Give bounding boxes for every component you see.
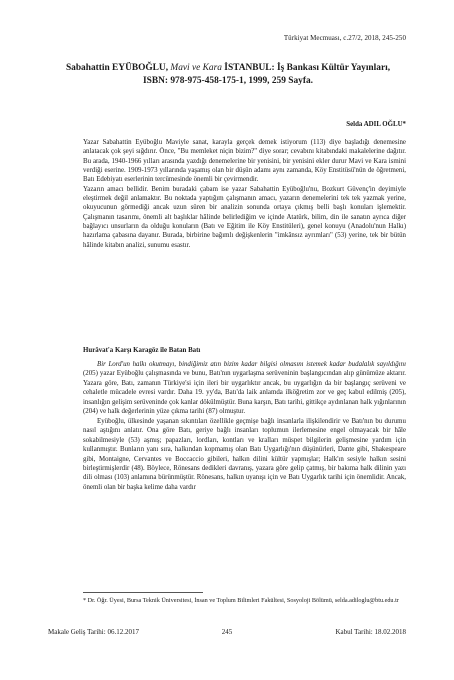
body-paragraph-1 — [83, 360, 406, 417]
page-number: 245 — [221, 628, 233, 636]
received-date: Makale Geliş Tarihi: 06.12.2017 — [48, 628, 139, 636]
title-author-name: Sabahattin EYÜBOĞLU, — [65, 63, 169, 73]
title-publication-info: İSTANBUL: İş Bankası Kültür Yayınları, ISBN: 978-975-458-175-1, 1999, 259 Sayfa. — [142, 63, 391, 86]
intro-paragraph-2: Yazarın amacı bellidir. Benim buradaki çabam ise yazar Sabahattin Eyüboğlu'nu, Bozkurt Güvenç'in deyimiyle eleştirmek değil anlamaktır. Bu noktada yaptığım çalışmanın amacı, yazarın denemelerini tek tek yazmak yerine, okuyucunun görmediği ancak uzun süren bir analizin sonunda ortaya çıkmış belli başlı konuları işlemektir. Çalışmanın tasarımı, önemli alt başlıklar hâlinde belirlediğim ve içinde Atatürk, bilim, din ile sanatın ayrıca diğer bağlayıcı unsurların da olduğu konuların (Batı ve Eğitim ile Köy Enstitüleri), genel konuyu (Anadolu'nun Halkı) hazırlama çabasına dayanır. Burada, birbirine bağımlı değişkenlerin "imkânsız ayrımları" (53) yerine, tek bir bütün hâlinde kitabın analizi, sunumu esastır. — [83, 185, 406, 249]
section-heading: Hurâvat'a Karşı Karagöz ile Batan Batı — [83, 347, 201, 354]
journal-header: Türkiyat Mecmuası, c.27/2, 2018, 245-250 — [283, 34, 406, 42]
accepted-date: Kabul Tarihi: 18.02.2018 — [335, 628, 406, 636]
title-book-name: Mavi ve Kara — [170, 63, 222, 73]
intro-paragraph-1: Yazar Sabahattin Eyüboğlu Maviyle sanat, karayla gerçek demek istiyorum (113) diye başladığı denemesine anlatacak çok şeyi sığdırır. Önce, "Bu memleket niçin bizim?" diye sorar; cevabını kitabındaki makalelerine dağıtır. Bu arada, 1940-1966 yılları arasında yazdığı denemelerine bir yenisini, bir yenisini ekler durur Mavi ve Kara ismini verdiği eserine. 1909-1973 yıllarında yaşamış olan bir düşün adamı aynı zamanda, Köy Enstitüsü'nün de öğretmeni, Batı Edebiyatı eserlerinin tercümesinde önemli bir çevirmendir. — [83, 139, 406, 184]
review-title — [60, 62, 396, 88]
footnote-divider — [83, 592, 203, 593]
body-quote: Bir Lord'un halkı okutmayı, bindiğimiz atın bizim kadar bilgisi olmasını istemek kadar budalalık sayıldığını — [97, 361, 406, 368]
introduction-section — [83, 138, 406, 250]
footnote: * Dr. Öğr. Üyesi, Bursa Teknik Üniversitesi, İnsan ve Toplum Bilimleri Fakültesi, Sosyoloji Bölümü, selda.adiloglu@btu.edu.tr — [83, 597, 399, 604]
reviewer-name: Selda ADIL OĞLU* — [346, 121, 406, 128]
body-section — [83, 360, 406, 492]
body-paragraph-1-text: (205) yazar Eyüboğlu çalışmasında ve bunu, Batı'nın uygarlaşma serüveninin başlangıcından alıp günümüze aktarır. Yazara göre, Batı, zamanın Türkiye'si için ileri bir uygarlıktır ancak, bu uygarlığın da bir başlangıç serüveni ve cehaletle mücadele evresi vardır. Daha 19. yy'da, Batı'da laik anlamda ilköğretim zor ve geç kabul edilmiş (205), insanlığın gelişim serüveninde çok kanlar dökülmüştür. Buna karşın, Batı tarihi, gittikçe aydınlanan halk yığınlarının (204) ve halk değerlerinin yüze çıkma tarihi (87) olmuştur. — [83, 370, 406, 416]
body-paragraph-2: Eyüboğlu, ülkesinde yaşanan sıkıntıları özellikle geçmişe bağlı insanlarla ilişkilendirir ve Batı'nın bu durumu nasıl aştığını anlatır. Ona göre Batı, geriye bağlı insanları toplumun ilerlemesine engel olmayacak bir hâle sokabilmesiyle (53) aşmış; papazları, lordları, kontları ve kralları müspet bilgilerin gelişmesine yardım için kullanmıştır. Bunların yanı sıra, halkından kopmamış olan Batı Uygarlığı'nın düşünürleri, Dante gibi, Shakespeare gibi, Montaigne, Cervantes ve Boccaccio gibileri, halkın dilini kültür yapmışlar; Halk'ın sesiyle halkın sesini birleştirmişlerdir (48). Böylece, Rönesans dedikleri davranış, yazara göre gelip çatmış, bir bakıma halk dilinin yazı dili olması (103) anlamına bürünmüştür. Rönesans, halkın uyanışı için ve Batı Uygarlık tarihi için önemlidir. Ancak, önemli olan bir başka kelime daha vardır — [83, 417, 406, 491]
